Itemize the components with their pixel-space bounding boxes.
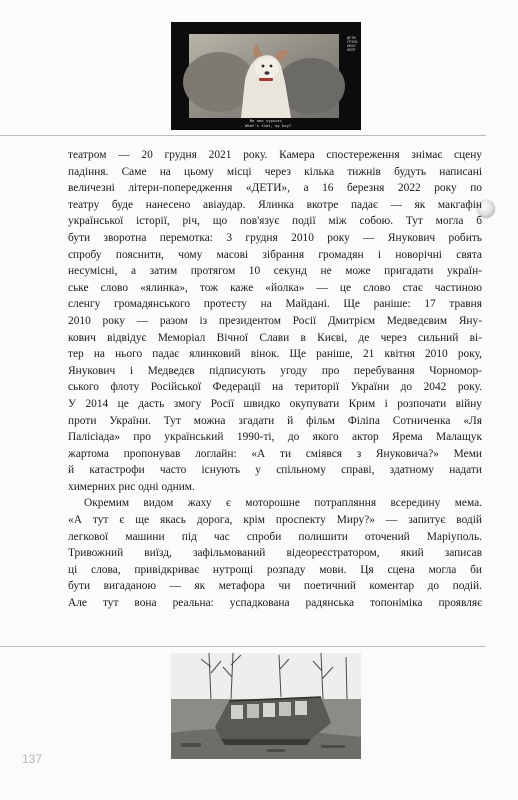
text-line: спробу пояснити, чому масові зібрання громадян і новорічні свята bbox=[68, 248, 482, 261]
text-line: Янукович і Медведєв підписують угоду про перебування Чорномор- bbox=[68, 364, 482, 377]
text-line: ці слова, привідкриває нутрощі розпаду мови. Ця сцена могла би bbox=[68, 563, 482, 576]
video-subtitle-line-2: - What's that, my boy? bbox=[240, 124, 292, 128]
page-number: 137 bbox=[22, 752, 43, 766]
text-line: сленгу громадянського протесту на Майдані. Ще раніше: 17 травня bbox=[68, 298, 482, 311]
text-line: величезні літери-попередження «ДЕТИ», а 16 березня 2022 року по bbox=[68, 182, 482, 195]
text-line: Тривожний виїзд, зафільмований відеореєстратором, який записав bbox=[68, 547, 482, 560]
text-line: падіння. Саме на цьому місці через кілька тижнів будуть написані bbox=[68, 165, 482, 178]
text-line: жартома пропонував логлайн: «А ти сміявся з Януковича?» Меми bbox=[68, 447, 482, 460]
text-line: 2010 року — разом із президентом Росії Дмитрієм Медведєвим Яну- bbox=[68, 314, 482, 327]
destroyed-tram-image bbox=[171, 653, 361, 759]
text-line: театру буде нанесено авіаудар. Ялинка вкотре падає — як макгафін bbox=[68, 198, 482, 211]
bottom-divider bbox=[0, 646, 486, 647]
text-line: Палісіада» про український 1990-ті, до якого актор Ярема Малащук bbox=[68, 431, 482, 444]
cctv-still-photo bbox=[171, 22, 361, 130]
text-line: химерних рис одні одним. bbox=[68, 480, 195, 493]
text-line: У 2014 це дасть змогу Росії швидко окупувати Крим і розпочати війну bbox=[68, 397, 482, 410]
text-line: бути вигаданою — як метафора чи поетичний коментар до подій. bbox=[68, 580, 482, 593]
text-line: «А тут є ще якась дорога, крім проспекту Миру?» — запитує водій bbox=[68, 514, 482, 527]
paragraph-2 bbox=[68, 495, 482, 611]
destroyed-tram-photo bbox=[171, 653, 361, 759]
text-line: кович відвідує Меморіал Вічної Слави в Києві, де через сильний ві- bbox=[68, 331, 482, 344]
text-line: тер на нього падає ялинковий вінок. Ще раніше, 21 квітня 2010 року, bbox=[68, 348, 482, 361]
text-line: ського флоту Російської Федерації на території України до 2042 року. bbox=[68, 381, 482, 394]
cctv-stamp: ДЕТИ ГРУПА ОБОЛ НЕПР bbox=[347, 36, 358, 52]
paragraph-1 bbox=[68, 147, 482, 495]
text-line: проти України. Тут можна згадати й фільм Філіпа Сотниченка «Ля bbox=[68, 414, 482, 427]
text-line: й катастрофи часто існують у спільному справі, здатному надати bbox=[68, 464, 482, 477]
dog-on-sofa-image bbox=[171, 22, 361, 130]
text-line: Окремим видом жаху є моторошне потрапляння всередину мема. bbox=[84, 497, 482, 510]
text-line: несумісні, а затим протягом 10 секунд не може пригадати україн- bbox=[68, 265, 482, 278]
video-subtitle-line-1: Ma aon cypsvei bbox=[249, 119, 283, 123]
text-line: легкової машини під час спроби полишити оточений Маріуполь. bbox=[68, 530, 482, 543]
text-line: Але тут вона реальна: успадкована радянська топоніміка проявляє bbox=[68, 597, 482, 610]
text-line: бути зворотна перемотка: 3 грудня 2010 року — Янукович робить bbox=[68, 231, 482, 244]
text-line: ське слово «ялинка», тож каже «йолка» — це слово стає частиною bbox=[68, 281, 482, 294]
text-line: української історії, річ, що пов'язує події між собою. Тут могла б bbox=[68, 215, 482, 228]
top-divider bbox=[0, 135, 486, 136]
text-line: театром — 20 грудня 2021 року. Камера спостереження знімає сцену bbox=[68, 149, 482, 161]
body-text bbox=[68, 147, 482, 612]
